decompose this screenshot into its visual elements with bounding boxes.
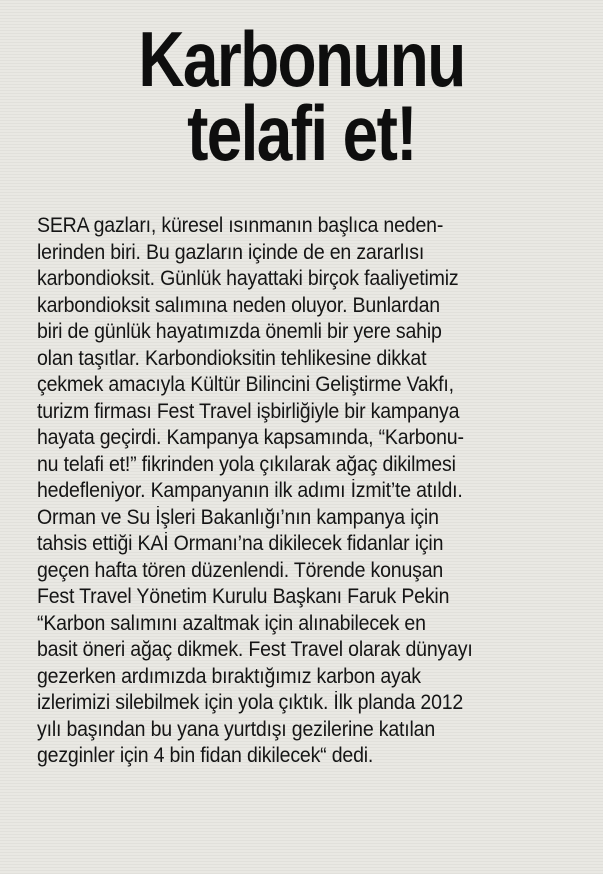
article-headline [0,15,603,177]
body-line: karbondioksit salımına neden oluyor. Bunlardan [37,293,440,317]
body-line: yılı başından bu yana yurtdışı gezilerine katılan [37,717,436,741]
body-line: hayata geçirdi. Kampanya kapsamında, “Karbonu- [37,426,464,449]
body-line: SERA gazları, küresel ısınmanın başlıca neden- [37,214,444,237]
body-line: karbondioksit. Günlük hayattaki birçok faaliyetimiz [37,267,459,290]
body-line: nu telafi et!” fikrinden yola çıkılarak ağaç dikilmesi [37,452,456,476]
body-line: hedefleniyor. Kampanyanın ilk adımı İzmit’te atıldı. [37,479,463,502]
body-line: izlerimizi silebilmek için yola çıktık. İlk planda 2012 [37,691,464,714]
body-line: tahsis ettiği KAİ Ormanı’na dikilecek fidanlar için [37,532,444,555]
body-line: lerinden biri. Bu gazların içinde de en zararlısı [37,240,425,264]
body-line: çekmek amacıyla Kültür Bilincini Geliştirme Vakfı, [37,373,454,396]
body-line: gezginler için 4 bin fidan dikilecek“ dedi. [37,744,374,767]
article-body [37,213,572,770]
body-line: turizm firması Fest Travel işbirliğiyle bir kampanya [37,399,460,423]
body-line: Orman ve Su İşleri Bakanlığı’nın kampanya için [37,505,439,529]
body-line: olan taşıtlar. Karbondioksitin tehlikesine dikkat [37,346,427,370]
body-line: gezerken ardımızda bıraktığımız karbon ayak [37,664,421,688]
body-line: basit öneri ağaç dikmek. Fest Travel olarak dünyayı [37,638,473,661]
body-line: geçen hafta tören düzenlendi. Törende konuşan [37,558,444,582]
headline-line-2: telafi et! [187,89,416,177]
body-line: Fest Travel Yönetim Kurulu Başkanı Faruk Pekin [37,585,450,608]
body-line: “Karbon salımını azaltmak için alınabilecek en [37,611,426,635]
body-line: biri de günlük hayatımızda önemli bir yere sahip [37,320,442,343]
headline-line-1: Karbonunu [138,15,465,103]
